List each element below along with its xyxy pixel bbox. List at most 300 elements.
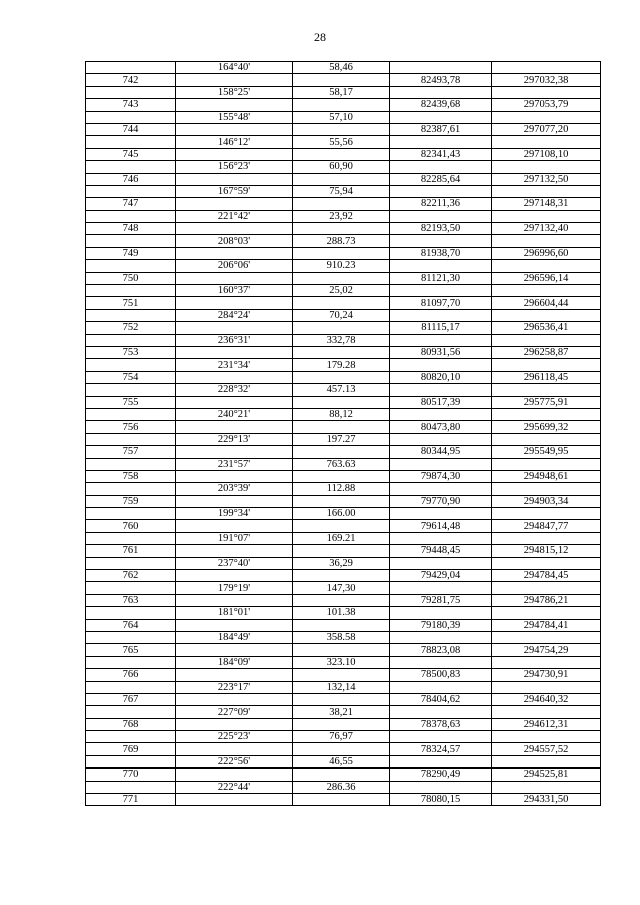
y-coordinate-cell: 294815,12 (492, 545, 601, 557)
bearing-cell: 206°06' (176, 260, 293, 272)
bearing-cell: 156°23' (176, 161, 293, 173)
x-coordinate-cell: 79874,30 (390, 470, 492, 482)
distance-cell: 36,29 (293, 557, 390, 569)
point-number-cell (86, 656, 176, 668)
y-coordinate-cell (492, 62, 601, 74)
x-coordinate-cell: 80517,39 (390, 396, 492, 408)
x-coordinate-cell (390, 210, 492, 222)
y-coordinate-cell (492, 508, 601, 520)
y-coordinate-cell: 294754,29 (492, 644, 601, 656)
x-coordinate-cell (390, 86, 492, 98)
x-coordinate-cell (390, 111, 492, 123)
bearing-cell (176, 322, 293, 334)
distance-cell: 76,97 (293, 731, 390, 743)
segment-row (86, 755, 601, 768)
x-coordinate-cell: 82285,64 (390, 173, 492, 185)
bearing-cell: 221°42' (176, 210, 293, 222)
y-coordinate-cell: 294847,77 (492, 520, 601, 532)
point-number-cell (86, 334, 176, 346)
x-coordinate-cell (390, 508, 492, 520)
bearing-cell (176, 669, 293, 681)
bearing-cell: 222°44' (176, 781, 293, 793)
x-coordinate-cell (390, 136, 492, 148)
x-coordinate-cell (390, 161, 492, 173)
distance-cell (293, 173, 390, 185)
x-coordinate-cell: 78378,63 (390, 718, 492, 730)
point-row (86, 794, 601, 806)
y-coordinate-cell (492, 86, 601, 98)
point-number-cell (86, 260, 176, 272)
y-coordinate-cell (492, 483, 601, 495)
y-coordinate-cell: 296118,45 (492, 371, 601, 383)
bearing-cell: 227°09' (176, 706, 293, 718)
x-coordinate-cell (390, 359, 492, 371)
segment-row (86, 582, 601, 594)
x-coordinate-cell (390, 706, 492, 718)
y-coordinate-cell (492, 235, 601, 247)
point-row (86, 223, 601, 235)
point-number-cell (86, 62, 176, 74)
point-number-cell (86, 111, 176, 123)
segment-row (86, 285, 601, 297)
y-coordinate-cell (492, 384, 601, 396)
bearing-cell (176, 743, 293, 755)
x-coordinate-cell (390, 656, 492, 668)
distance-cell (293, 768, 390, 781)
bearing-cell (176, 594, 293, 606)
bearing-cell (176, 173, 293, 185)
distance-cell: 58,46 (293, 62, 390, 74)
y-coordinate-cell: 296596,14 (492, 272, 601, 284)
y-coordinate-cell (492, 433, 601, 445)
bearing-cell: 240°21' (176, 408, 293, 420)
point-row (86, 396, 601, 408)
point-number-cell: 758 (86, 470, 176, 482)
point-row (86, 148, 601, 160)
point-row (86, 322, 601, 334)
y-coordinate-cell (492, 111, 601, 123)
bearing-cell (176, 495, 293, 507)
distance-cell (293, 223, 390, 235)
bearing-cell (176, 570, 293, 582)
y-coordinate-cell (492, 731, 601, 743)
distance-cell (293, 322, 390, 334)
point-number-cell: 756 (86, 421, 176, 433)
y-coordinate-cell: 297148,31 (492, 198, 601, 210)
distance-cell (293, 570, 390, 582)
point-row (86, 346, 601, 358)
point-number-cell: 765 (86, 644, 176, 656)
y-coordinate-cell: 295775,91 (492, 396, 601, 408)
distance-cell: 58,17 (293, 86, 390, 98)
distance-cell (293, 619, 390, 631)
bearing-cell: 164°40' (176, 62, 293, 74)
bearing-cell: 237°40' (176, 557, 293, 569)
bearing-cell (176, 247, 293, 259)
point-number-cell (86, 458, 176, 470)
bearing-cell (176, 99, 293, 111)
y-coordinate-cell (492, 210, 601, 222)
point-number-cell: 750 (86, 272, 176, 284)
bearing-cell: 203°39' (176, 483, 293, 495)
point-number-cell (86, 731, 176, 743)
x-coordinate-cell (390, 781, 492, 793)
x-coordinate-cell (390, 483, 492, 495)
x-coordinate-cell (390, 681, 492, 693)
bearing-cell: 179°19' (176, 582, 293, 594)
point-row (86, 470, 601, 482)
bearing-cell: 222°56' (176, 755, 293, 768)
point-number-cell (86, 210, 176, 222)
distance-cell (293, 74, 390, 86)
point-number-cell (86, 631, 176, 643)
segment-row (86, 532, 601, 544)
y-coordinate-cell (492, 359, 601, 371)
x-coordinate-cell: 82493,78 (390, 74, 492, 86)
point-number-cell (86, 185, 176, 197)
x-coordinate-cell: 78404,62 (390, 693, 492, 705)
segment-row (86, 309, 601, 321)
x-coordinate-cell (390, 532, 492, 544)
distance-cell: 910.23 (293, 260, 390, 272)
point-number-cell (86, 483, 176, 495)
distance-cell (293, 396, 390, 408)
bearing-cell (176, 768, 293, 781)
point-row (86, 74, 601, 86)
distance-cell (293, 297, 390, 309)
distance-cell (293, 371, 390, 383)
distance-cell (293, 446, 390, 458)
point-number-cell: 749 (86, 247, 176, 259)
point-number-cell (86, 384, 176, 396)
distance-cell: 55,56 (293, 136, 390, 148)
x-coordinate-cell: 81938,70 (390, 247, 492, 259)
distance-cell (293, 470, 390, 482)
y-coordinate-cell: 294331,50 (492, 794, 601, 806)
y-coordinate-cell: 294784,41 (492, 619, 601, 631)
x-coordinate-cell (390, 309, 492, 321)
y-coordinate-cell: 296258,87 (492, 346, 601, 358)
distance-cell: 166.00 (293, 508, 390, 520)
x-coordinate-cell (390, 607, 492, 619)
segment-row (86, 781, 601, 793)
bearing-cell (176, 74, 293, 86)
distance-cell: 88,12 (293, 408, 390, 420)
bearing-cell: 228°32' (176, 384, 293, 396)
y-coordinate-cell (492, 582, 601, 594)
y-coordinate-cell (492, 656, 601, 668)
bearing-cell: 155°48' (176, 111, 293, 123)
point-number-cell: 771 (86, 794, 176, 806)
bearing-cell (176, 446, 293, 458)
point-number-cell (86, 161, 176, 173)
distance-cell (293, 594, 390, 606)
bearing-cell: 208°03' (176, 235, 293, 247)
point-row (86, 570, 601, 582)
segment-row (86, 483, 601, 495)
point-number-cell: 767 (86, 693, 176, 705)
distance-cell (293, 794, 390, 806)
distance-cell (293, 148, 390, 160)
y-coordinate-cell (492, 334, 601, 346)
point-number-cell (86, 309, 176, 321)
y-coordinate-cell: 294786,21 (492, 594, 601, 606)
distance-cell (293, 520, 390, 532)
y-coordinate-cell (492, 681, 601, 693)
x-coordinate-cell: 78500,83 (390, 669, 492, 681)
bearing-cell (176, 794, 293, 806)
point-number-cell: 764 (86, 619, 176, 631)
y-coordinate-cell (492, 408, 601, 420)
y-coordinate-cell: 294730,91 (492, 669, 601, 681)
point-number-cell: 748 (86, 223, 176, 235)
x-coordinate-cell: 82387,61 (390, 123, 492, 135)
distance-cell: 179.28 (293, 359, 390, 371)
bearing-cell: 225°23' (176, 731, 293, 743)
distance-cell: 169.21 (293, 532, 390, 544)
distance-cell: 323.10 (293, 656, 390, 668)
x-coordinate-cell (390, 62, 492, 74)
x-coordinate-cell (390, 285, 492, 297)
distance-cell: 38,21 (293, 706, 390, 718)
point-row (86, 644, 601, 656)
segment-row (86, 706, 601, 718)
x-coordinate-cell (390, 334, 492, 346)
bearing-cell (176, 470, 293, 482)
bearing-cell (176, 718, 293, 730)
bearing-cell (176, 644, 293, 656)
distance-cell: 286.36 (293, 781, 390, 793)
y-coordinate-cell (492, 260, 601, 272)
x-coordinate-cell (390, 731, 492, 743)
distance-cell (293, 421, 390, 433)
point-row (86, 768, 601, 781)
point-row (86, 123, 601, 135)
point-number-cell (86, 781, 176, 793)
x-coordinate-cell: 82193,50 (390, 223, 492, 235)
x-coordinate-cell: 81097,70 (390, 297, 492, 309)
distance-cell: 332,78 (293, 334, 390, 346)
coordinate-table-body (86, 62, 601, 806)
point-number-cell: 760 (86, 520, 176, 532)
x-coordinate-cell (390, 631, 492, 643)
point-number-cell (86, 359, 176, 371)
segment-row (86, 136, 601, 148)
segment-row (86, 86, 601, 98)
x-coordinate-cell: 82341,43 (390, 148, 492, 160)
y-coordinate-cell (492, 309, 601, 321)
x-coordinate-cell (390, 235, 492, 247)
distance-cell: 147,30 (293, 582, 390, 594)
point-number-cell: 746 (86, 173, 176, 185)
segment-row (86, 656, 601, 668)
segment-row (86, 260, 601, 272)
point-row (86, 173, 601, 185)
x-coordinate-cell: 79180,39 (390, 619, 492, 631)
bearing-cell: 167°59' (176, 185, 293, 197)
distance-cell: 288.73 (293, 235, 390, 247)
point-number-cell: 753 (86, 346, 176, 358)
x-coordinate-cell (390, 185, 492, 197)
distance-cell: 75,94 (293, 185, 390, 197)
point-number-cell: 747 (86, 198, 176, 210)
point-number-cell (86, 557, 176, 569)
point-number-cell: 769 (86, 743, 176, 755)
distance-cell (293, 198, 390, 210)
distance-cell (293, 123, 390, 135)
distance-cell: 457.13 (293, 384, 390, 396)
y-coordinate-cell: 294903,34 (492, 495, 601, 507)
x-coordinate-cell: 82211,36 (390, 198, 492, 210)
x-coordinate-cell: 78324,57 (390, 743, 492, 755)
point-number-cell (86, 755, 176, 768)
point-row (86, 669, 601, 681)
y-coordinate-cell: 297032,38 (492, 74, 601, 86)
page-number: 28 (314, 30, 326, 44)
x-coordinate-cell: 81115,17 (390, 322, 492, 334)
point-row (86, 718, 601, 730)
segment-row (86, 235, 601, 247)
distance-cell (293, 99, 390, 111)
y-coordinate-cell (492, 458, 601, 470)
point-row (86, 594, 601, 606)
x-coordinate-cell (390, 260, 492, 272)
point-number-cell: 766 (86, 669, 176, 681)
point-number-cell: 754 (86, 371, 176, 383)
point-number-cell: 743 (86, 99, 176, 111)
point-row (86, 619, 601, 631)
bearing-cell (176, 148, 293, 160)
x-coordinate-cell (390, 408, 492, 420)
x-coordinate-cell (390, 458, 492, 470)
bearing-cell (176, 520, 293, 532)
distance-cell: 60,90 (293, 161, 390, 173)
x-coordinate-cell: 79281,75 (390, 594, 492, 606)
point-row (86, 272, 601, 284)
point-number-cell (86, 433, 176, 445)
distance-cell (293, 718, 390, 730)
distance-cell (293, 644, 390, 656)
x-coordinate-cell: 79429,04 (390, 570, 492, 582)
y-coordinate-cell: 295699,32 (492, 421, 601, 433)
x-coordinate-cell: 78080,15 (390, 794, 492, 806)
bearing-cell (176, 123, 293, 135)
distance-cell (293, 495, 390, 507)
distance-cell (293, 693, 390, 705)
bearing-cell (176, 396, 293, 408)
distance-cell (293, 743, 390, 755)
bearing-cell (176, 421, 293, 433)
distance-cell (293, 247, 390, 259)
segment-row (86, 607, 601, 619)
segment-row (86, 681, 601, 693)
y-coordinate-cell: 297132,50 (492, 173, 601, 185)
point-row (86, 198, 601, 210)
distance-cell: 112.88 (293, 483, 390, 495)
distance-cell (293, 346, 390, 358)
point-number-cell: 763 (86, 594, 176, 606)
segment-row (86, 384, 601, 396)
segment-row (86, 408, 601, 420)
point-row (86, 99, 601, 111)
point-number-cell: 770 (86, 768, 176, 781)
segment-row (86, 62, 601, 74)
distance-cell: 23,92 (293, 210, 390, 222)
y-coordinate-cell: 297108,10 (492, 148, 601, 160)
segment-row (86, 731, 601, 743)
x-coordinate-cell: 79614,48 (390, 520, 492, 532)
y-coordinate-cell: 296604,44 (492, 297, 601, 309)
bearing-cell: 231°34' (176, 359, 293, 371)
bearing-cell (176, 346, 293, 358)
y-coordinate-cell (492, 136, 601, 148)
bearing-cell (176, 619, 293, 631)
point-number-cell: 744 (86, 123, 176, 135)
segment-row (86, 557, 601, 569)
segment-row (86, 458, 601, 470)
point-number-cell (86, 508, 176, 520)
x-coordinate-cell: 80931,56 (390, 346, 492, 358)
point-number-cell (86, 86, 176, 98)
point-number-cell (86, 532, 176, 544)
x-coordinate-cell: 79448,45 (390, 545, 492, 557)
y-coordinate-cell (492, 631, 601, 643)
y-coordinate-cell: 294784,45 (492, 570, 601, 582)
point-number-cell: 761 (86, 545, 176, 557)
bearing-cell (176, 223, 293, 235)
point-row (86, 371, 601, 383)
distance-cell: 197.27 (293, 433, 390, 445)
distance-cell: 358.58 (293, 631, 390, 643)
point-number-cell (86, 285, 176, 297)
bearing-cell (176, 198, 293, 210)
distance-cell (293, 545, 390, 557)
y-coordinate-cell: 294948,61 (492, 470, 601, 482)
x-coordinate-cell: 78290,49 (390, 768, 492, 781)
x-coordinate-cell (390, 557, 492, 569)
y-coordinate-cell: 297132,40 (492, 223, 601, 235)
bearing-cell: 160°37' (176, 285, 293, 297)
bearing-cell: 146°12' (176, 136, 293, 148)
y-coordinate-cell (492, 755, 601, 768)
point-row (86, 545, 601, 557)
bearing-cell (176, 545, 293, 557)
bearing-cell (176, 297, 293, 309)
point-row (86, 495, 601, 507)
x-coordinate-cell: 80820,10 (390, 371, 492, 383)
point-row (86, 247, 601, 259)
coordinate-table (85, 61, 601, 806)
segment-row (86, 508, 601, 520)
bearing-cell: 184°49' (176, 631, 293, 643)
y-coordinate-cell: 294612,31 (492, 718, 601, 730)
point-number-cell (86, 582, 176, 594)
y-coordinate-cell (492, 607, 601, 619)
y-coordinate-cell: 297053,79 (492, 99, 601, 111)
point-row (86, 446, 601, 458)
point-number-cell: 759 (86, 495, 176, 507)
point-row (86, 421, 601, 433)
distance-cell: 763.63 (293, 458, 390, 470)
point-row (86, 693, 601, 705)
bearing-cell: 181°01' (176, 607, 293, 619)
distance-cell: 101.38 (293, 607, 390, 619)
point-number-cell (86, 408, 176, 420)
distance-cell: 57,10 (293, 111, 390, 123)
point-number-cell (86, 136, 176, 148)
bearing-cell: 284°24' (176, 309, 293, 321)
y-coordinate-cell (492, 161, 601, 173)
